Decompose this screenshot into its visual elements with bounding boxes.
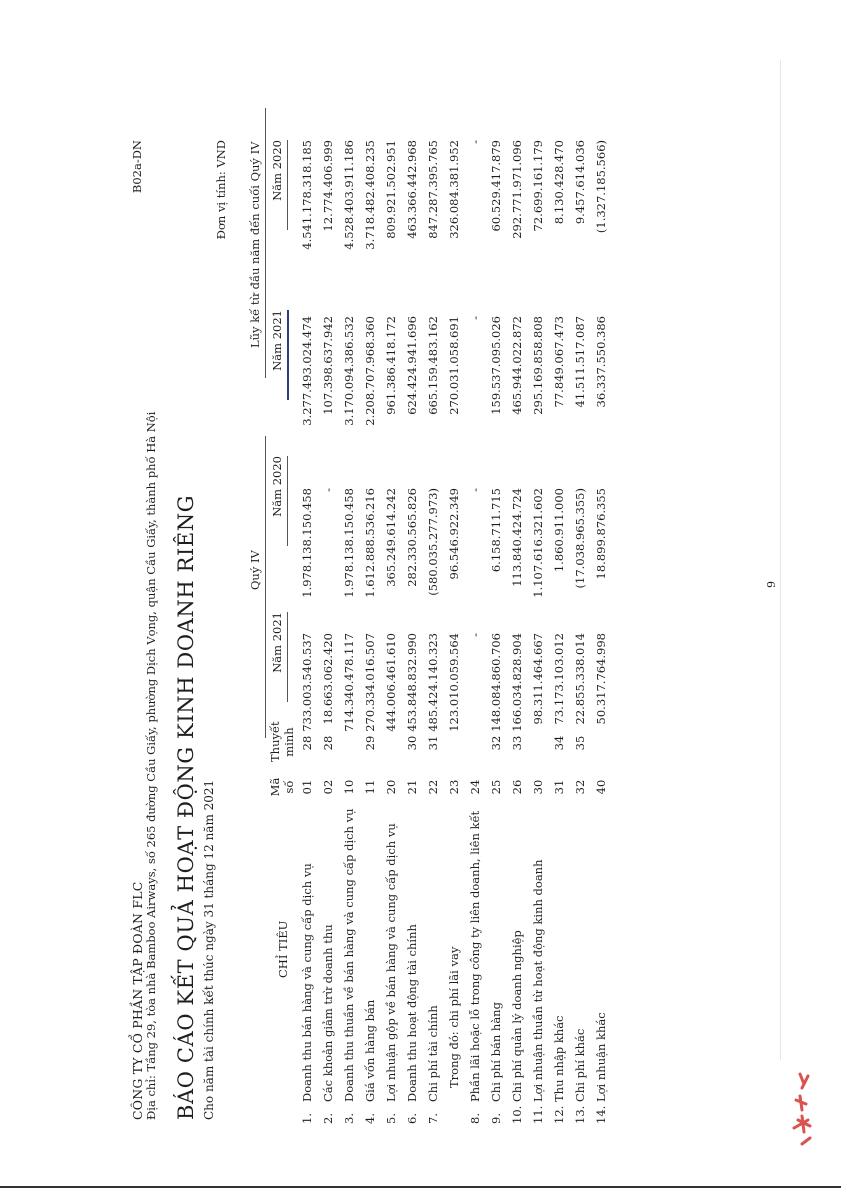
row-code: 25 <box>489 779 503 795</box>
value-ytd-2020: 847.287.395.765 <box>426 140 440 239</box>
value-ytd-2021: - <box>468 316 482 320</box>
value-q4-2020: 365.249.614.242 <box>384 488 398 587</box>
group-quarter-rule <box>265 436 266 738</box>
value-ytd-2021: 2.208.707.968.360 <box>363 316 377 426</box>
rule-y2020 <box>287 140 288 230</box>
value-q4-2021: - <box>468 633 482 637</box>
row-note: 30 <box>405 735 419 751</box>
company-name: CÔNG TY CỔ PHẦN TẬP ĐOÀN FLC <box>130 881 145 1120</box>
value-ytd-2021: 270.031.058.691 <box>447 316 461 415</box>
row-number: 13. <box>573 1105 587 1124</box>
value-ytd-2021: 107.398.637.942 <box>321 316 335 415</box>
rotated-page <box>130 78 820 1138</box>
table-row <box>363 78 384 1138</box>
value-ytd-2020: 4.528.403.911.186 <box>342 140 356 250</box>
row-indicator: Thu nhập khác <box>552 1015 566 1102</box>
income-statement-table <box>248 78 615 1138</box>
row-number: 10. <box>510 1105 524 1124</box>
row-note: 28 <box>321 735 335 751</box>
row-indicator: Doanh thu hoạt động tài chính <box>405 924 419 1102</box>
table-row <box>468 78 489 1138</box>
value-ytd-2020: 4.541.178.318.185 <box>300 140 314 250</box>
value-q4-2020: 1.978.138.150.458 <box>342 488 356 598</box>
value-ytd-2021: 159.537.095.026 <box>489 316 503 415</box>
value-q4-2021: 733.003.540.537 <box>300 633 314 732</box>
row-code: 26 <box>510 779 524 795</box>
row-number: 4. <box>363 1113 377 1124</box>
value-ytd-2020: 3.718.482.408.235 <box>363 140 377 250</box>
table-row <box>405 78 426 1138</box>
row-note: 29 <box>363 735 377 751</box>
row-code: 31 <box>552 779 566 795</box>
row-note: 31 <box>426 735 440 751</box>
table-row <box>300 78 321 1138</box>
row-note: 28 <box>300 735 314 751</box>
row-code: 01 <box>300 779 314 795</box>
report-period: Cho năm tài chính kết thúc ngày 31 tháng 12 năm 2021 <box>202 779 216 1120</box>
row-code: 24 <box>468 779 482 795</box>
row-number: 8. <box>468 1113 482 1124</box>
row-number: 12. <box>552 1105 566 1124</box>
value-q4-2021: 444.006.461.610 <box>384 633 398 732</box>
header-group-row <box>248 78 270 1138</box>
value-q4-2021: 714.340.478.117 <box>342 633 356 732</box>
row-code: 40 <box>594 779 608 795</box>
row-number: 5. <box>384 1113 398 1124</box>
row-code: 30 <box>531 779 545 795</box>
value-ytd-2020: 463.366.442.968 <box>405 140 419 239</box>
row-note: 33 <box>510 735 524 751</box>
page-number: 9 <box>765 581 778 588</box>
value-q4-2021: 270.334.016.507 <box>363 633 377 732</box>
table-row <box>573 78 594 1138</box>
value-ytd-2020: 12.774.406.999 <box>321 140 335 232</box>
value-ytd-2020: 72.699.161.179 <box>531 140 545 232</box>
row-indicator: Giá vốn hàng bán <box>363 999 377 1102</box>
col-y2020-header: Năm 2020 <box>270 140 284 201</box>
row-code: 32 <box>573 779 587 795</box>
row-indicator: Chi phí bán hàng <box>489 1002 503 1102</box>
value-ytd-2020: - <box>468 140 482 144</box>
row-indicator: Các khoản giảm trừ doanh thu <box>321 924 335 1102</box>
value-ytd-2020: 809.921.502.951 <box>384 140 398 239</box>
table-row <box>426 78 447 1138</box>
row-note: 34 <box>552 735 566 751</box>
value-q4-2020: (580.035.277.973) <box>426 488 440 596</box>
page-bottom-rule <box>0 1186 841 1188</box>
value-q4-2021: 50.317.764.998 <box>594 633 608 725</box>
row-number: 6. <box>405 1113 419 1124</box>
value-q4-2020: 96.546.922.349 <box>447 488 461 580</box>
value-q4-2021: 148.084.860.706 <box>489 633 503 732</box>
value-ytd-2020: 326.084.381.952 <box>447 140 461 239</box>
row-code: 02 <box>321 779 335 795</box>
col-note-header: Thuyết minh <box>268 721 296 762</box>
value-ytd-2020: 292.771.971.096 <box>510 140 524 239</box>
row-code: 23 <box>447 779 461 795</box>
rule-q2021 <box>287 612 288 702</box>
col-q2021-header: Năm 2021 <box>270 612 284 673</box>
row-indicator: Chi phí tài chính <box>426 1005 440 1102</box>
row-code: 22 <box>426 779 440 795</box>
value-q4-2020: 1.860.911.000 <box>552 488 566 573</box>
value-ytd-2021: 3.277.493.024.474 <box>300 316 314 426</box>
table-row <box>594 78 615 1138</box>
row-code: 10 <box>342 779 356 795</box>
row-indicator: Phần lãi hoặc lỗ trong công ty liên doanh, liên kết <box>468 810 482 1102</box>
value-ytd-2021: 36.337.550.386 <box>594 316 608 408</box>
row-number: 7. <box>426 1113 440 1124</box>
value-q4-2021: 73.173.103.012 <box>552 633 566 725</box>
table-row <box>321 78 342 1138</box>
table-row <box>510 78 531 1138</box>
col-indicator-header: CHỈ TIÊU <box>276 920 290 978</box>
row-number: 2. <box>321 1113 335 1124</box>
group-quarter-label: Quý IV <box>248 550 262 590</box>
row-code: 21 <box>405 779 419 795</box>
col-q2020-header: Năm 2020 <box>270 456 284 517</box>
row-number: 9. <box>489 1113 503 1124</box>
row-indicator: Doanh thu bán hàng và cung cấp dịch vụ <box>300 863 314 1102</box>
value-q4-2021: 22.855.338.014 <box>573 633 587 725</box>
value-ytd-2021: 624.424.941.696 <box>405 316 419 415</box>
group-ytd-rule <box>265 108 266 378</box>
value-q4-2021: 166.034.828.904 <box>510 633 524 732</box>
table-row <box>531 78 552 1138</box>
row-indicator: Lợi nhuận khác <box>594 1012 608 1102</box>
table-row <box>342 78 363 1138</box>
value-q4-2021: 485.424.140.323 <box>426 633 440 732</box>
row-indicator: Trong đó: chi phí lãi vay <box>447 946 461 1088</box>
company-address: Địa chỉ: Tầng 29, tòa nhà Bamboo Airways, số 265 đường Cầu Giấy, phường Dịch Vọng, quận Cầu Giấy, thành phố Hà Nội <box>144 411 158 1120</box>
group-ytd-label: Lũy kế từ đầu năm đến cuối Quý IV <box>248 141 262 348</box>
table-row <box>447 78 468 1138</box>
value-ytd-2021: 961.386.418.172 <box>384 316 398 415</box>
value-q4-2020: (17.038.965.355) <box>573 488 587 589</box>
table-body <box>300 78 615 1138</box>
row-code: 11 <box>363 779 377 795</box>
value-ytd-2021: 77.849.067.473 <box>552 316 566 408</box>
col-y2021-header: Năm 2021 <box>270 310 284 371</box>
report-title: BÁO CÁO KẾT QUẢ HOẠT ĐỘNG KINH DOANH RIÊNG <box>174 494 198 1120</box>
row-number: 1. <box>300 1113 314 1124</box>
value-ytd-2021: 465.944.022.872 <box>510 316 524 415</box>
form-code: B02a-DN <box>130 140 144 194</box>
row-indicator: Chi phí quản lý doanh nghiệp <box>510 930 524 1102</box>
value-q4-2021: 18.663.062.420 <box>321 633 335 725</box>
value-q4-2020: 282.330.565.826 <box>405 488 419 587</box>
value-ytd-2020: 60.529.417.879 <box>489 140 503 232</box>
currency-unit: Đơn vị tính: VND <box>214 140 228 240</box>
row-code: 20 <box>384 779 398 795</box>
value-ytd-2021: 665.159.483.162 <box>426 316 440 415</box>
col-code-header: Mã số <box>268 777 296 797</box>
value-q4-2021: 453.848.832.990 <box>405 633 419 732</box>
row-indicator: Doanh thu thuần về bán hàng và cung cấp dịch vụ <box>342 808 356 1102</box>
value-q4-2020: - <box>468 488 482 492</box>
table-row <box>489 78 510 1138</box>
value-q4-2020: 1.978.138.150.458 <box>300 488 314 598</box>
value-q4-2021: 98.311.464.667 <box>531 633 545 725</box>
row-note: 32 <box>489 735 503 751</box>
rule-q2020 <box>287 456 288 546</box>
row-number: 3. <box>342 1113 356 1124</box>
value-ytd-2020: 9.457.614.036 <box>573 140 587 225</box>
value-ytd-2020: (1.327.185.566) <box>594 140 608 234</box>
table-row <box>552 78 573 1138</box>
signature-stamp-icon <box>780 1070 840 1150</box>
row-indicator: Lợi nhuận thuần từ hoạt động kinh doanh <box>531 859 545 1102</box>
table-row <box>384 78 405 1138</box>
value-q4-2021: 123.010.059.564 <box>447 633 461 732</box>
value-ytd-2021: 295.169.858.808 <box>531 316 545 415</box>
value-ytd-2021: 3.170.094.386.532 <box>342 316 356 426</box>
header-column-row <box>270 78 300 1138</box>
row-indicator: Chi phí khác <box>573 1028 587 1102</box>
value-q4-2020: - <box>321 488 335 492</box>
value-q4-2020: 1.107.616.321.602 <box>531 488 545 598</box>
value-q4-2020: 1.612.888.536.216 <box>363 488 377 598</box>
value-q4-2020: 113.840.424.724 <box>510 488 524 587</box>
row-number: 14. <box>594 1105 608 1124</box>
value-q4-2020: 6.158.711.715 <box>489 488 503 573</box>
value-ytd-2020: 8.130.428.470 <box>552 140 566 225</box>
rule-y2021 <box>287 310 289 400</box>
row-indicator: Lợi nhuận gộp về bán hàng và cung cấp dịch vụ <box>384 823 398 1102</box>
row-note: 35 <box>573 735 587 751</box>
value-q4-2020: 18.899.876.355 <box>594 488 608 580</box>
value-ytd-2021: 41.511.517.087 <box>573 316 587 408</box>
row-number: 11. <box>531 1105 545 1124</box>
